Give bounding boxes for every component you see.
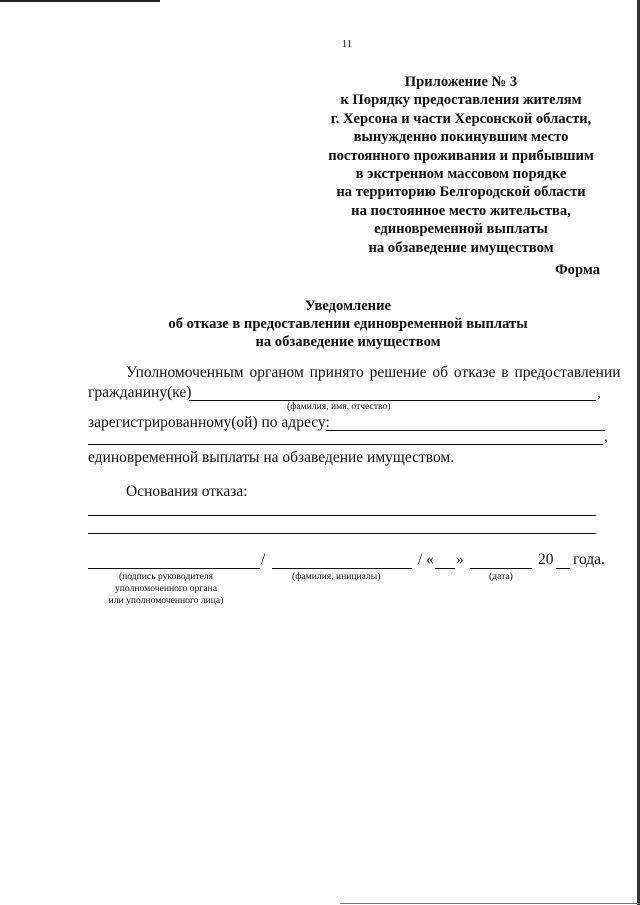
signature-field[interactable] — [88, 568, 260, 569]
scan-artifact-bottom-line — [340, 903, 640, 904]
appendix-line: постоянного проживания и прибывшим — [328, 147, 594, 164]
quote-close: » — [456, 551, 464, 568]
name-initials-field[interactable] — [272, 568, 412, 569]
year-prefix: 20 — [538, 551, 554, 568]
notice-title-line: на обзаведение имуществом — [255, 334, 441, 350]
page-number: 11 — [341, 38, 353, 50]
month-field[interactable] — [470, 568, 532, 569]
hint-signature-line: уполномоченного органа — [115, 583, 217, 594]
grounds-label: Основания отказа: — [126, 483, 248, 500]
quote-open: « — [426, 551, 434, 568]
appendix-line: на постоянное место жительства, — [351, 202, 571, 219]
body-line-3-prefix: зарегистрированному(ой) по адресу: — [88, 414, 330, 431]
appendix-block — [300, 73, 622, 257]
appendix-line: Приложение № 3 — [404, 74, 518, 90]
address-field-2[interactable] — [88, 444, 603, 445]
hint-signature-line: или уполномоченного лица) — [108, 595, 224, 606]
notice-title-line: об отказе в предоставлении единовременной выплаты — [168, 316, 528, 332]
slash-separator: / — [418, 551, 423, 568]
address-field-1[interactable] — [326, 430, 605, 431]
body-line-2-suffix: , — [597, 384, 601, 401]
appendix-line: единовременной выплаты — [374, 221, 548, 238]
notice-title-line: Уведомление — [305, 298, 391, 314]
body-line-1: Уполномоченным органом принято решение об отказе в предоставлении — [126, 364, 621, 381]
appendix-line: г. Херсона и части Херсонской области, — [330, 110, 592, 127]
grounds-field-2[interactable] — [88, 533, 596, 534]
grounds-field-1[interactable] — [88, 515, 596, 516]
body-line-2-prefix: гражданину(ке) — [88, 384, 192, 401]
slash-separator: / — [261, 551, 266, 568]
notice-title — [0, 297, 640, 351]
form-label: Форма — [555, 262, 600, 278]
appendix-line: вынужденно покинувшим место — [353, 129, 569, 146]
day-field[interactable] — [435, 568, 455, 569]
year-field[interactable] — [556, 568, 570, 569]
appendix-line: на обзаведение имуществом — [368, 239, 554, 256]
citizen-name-field[interactable] — [189, 400, 596, 401]
body-line-5: единовременной выплаты на обзаведение имуществом. — [88, 449, 455, 466]
appendix-line: к Порядку предоставления жителям — [340, 92, 582, 109]
hint-name: (фамилия, инициалы) — [292, 571, 381, 582]
hint-fio: (фамилия, имя, отчество) — [287, 401, 391, 412]
hint-signature-line: (подпись руководителя — [118, 571, 214, 582]
scan-artifact-top-line — [0, 0, 160, 2]
body-line-4-suffix: , — [604, 428, 608, 445]
hint-signature — [78, 571, 254, 607]
appendix-line: в экстренном массовом порядке — [355, 166, 567, 183]
appendix-line: на территорию Белгородской области — [336, 184, 586, 201]
hint-date: (дата) — [489, 571, 513, 582]
year-suffix: года. — [573, 551, 605, 568]
